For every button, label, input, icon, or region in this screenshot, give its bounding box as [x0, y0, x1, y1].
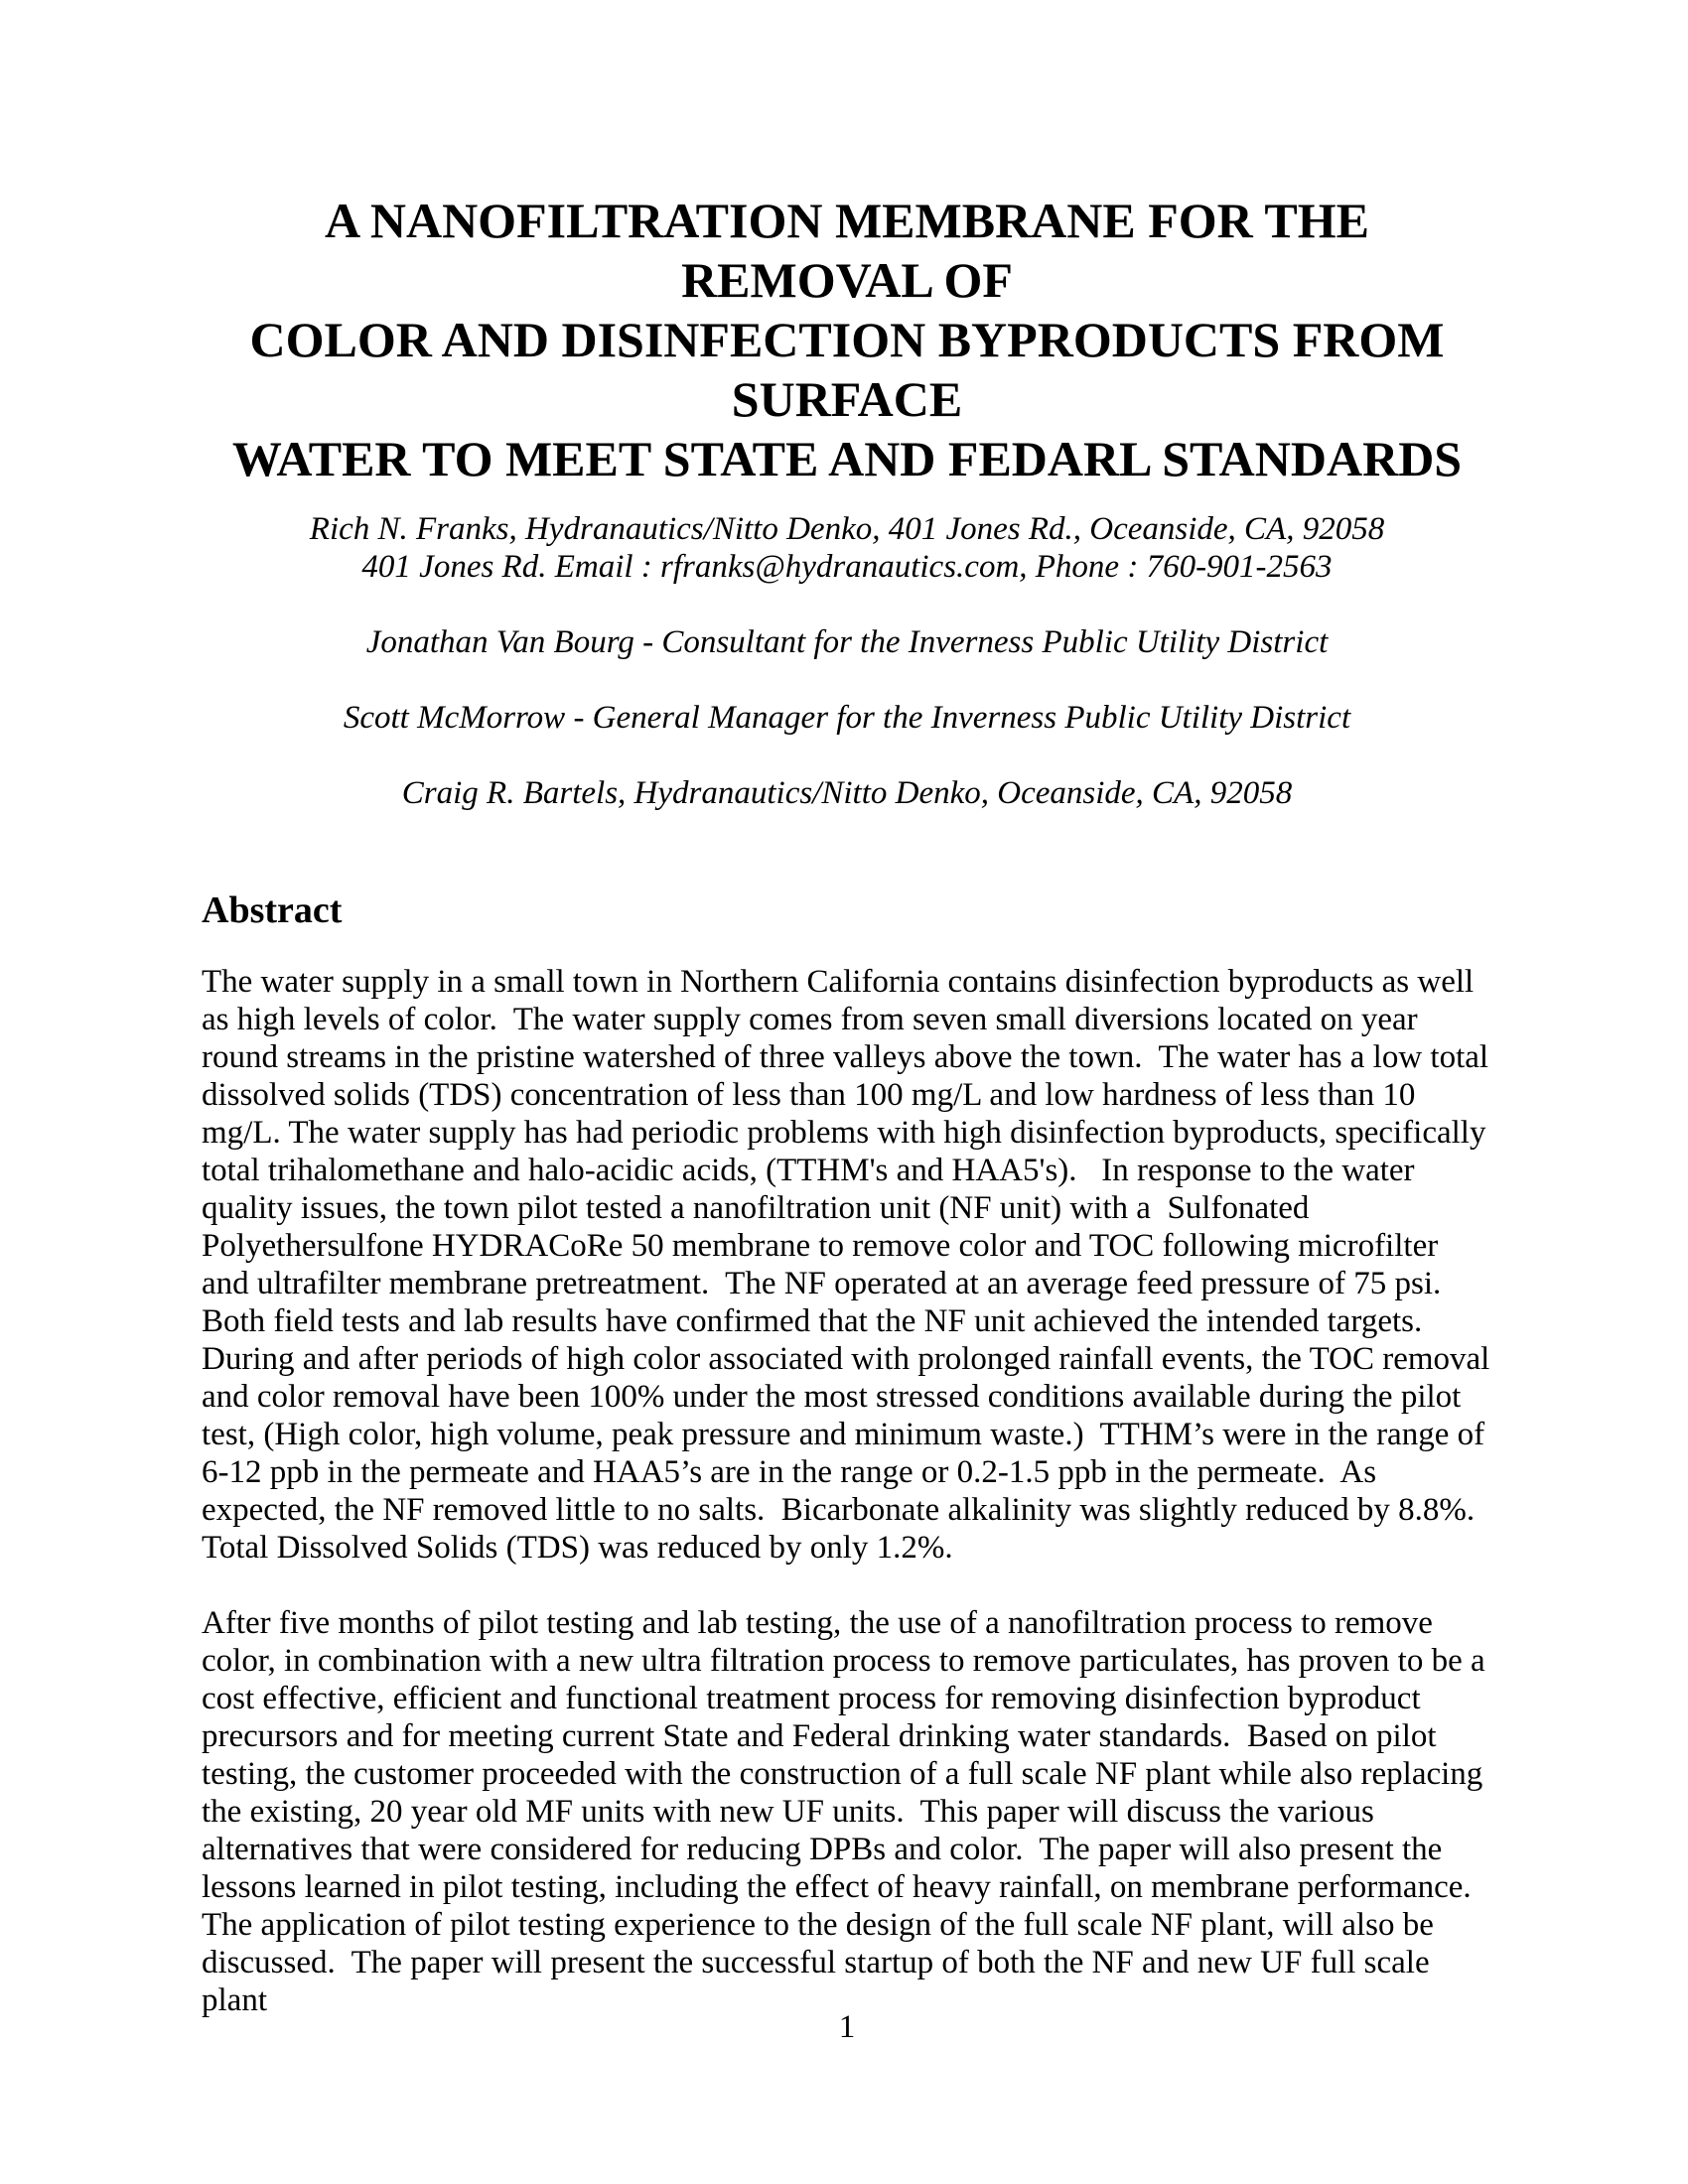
paper-title-line-1: A NANOFILTRATION MEMBRANE FOR THE REMOVAL OF	[325, 193, 1369, 308]
paper-title	[202, 191, 1492, 488]
author-block-van-bourg	[202, 623, 1492, 661]
abstract-paragraph-2: After five months of pilot testing and lab testing, the use of a nanofiltration process to remove color, in combination with a new ultra filtration process to remove particulates, has proven to be a cost effective, efficient and functional treatment process for removing disinfection byproduct precursors and for meeting current State and Federal drinking water standards. Based on pilot testing, the customer proceeded with the construction of a full scale NF plant while also replacing the existing, 20 year old MF units with new UF units. This paper will discuss the various alternatives that were considered for reducing DPBs and color. The paper will also present the lessons learned in pilot testing, including the effect of heavy rainfall, on membrane performance. The application of pilot testing experience to the design of the full scale NF plant, will also be discussed. The paper will present the successful startup of both the NF and new UF full scale plant	[202, 1605, 1493, 2018]
author-contact-line: 401 Jones Rd. Email : rfranks@hydranautics.com, Phone : 760-901-2563	[361, 549, 1333, 585]
author-list	[202, 510, 1492, 812]
abstract-paragraph-1: The water supply in a small town in Northern California contains disinfection byproducts as well as high levels of color. The water supply comes from seven small diversions located on year round streams in the pristine watershed of three valleys above the town. The water has a low total dissolved solids (TDS) concentration of less than 100 mg/L and low hardness of less than 10 mg/L. The water supply has had periodic problems with high disinfection byproducts, specifically total trihalomethane and halo-acidic acids, (TTHM's and HAA5's). In response to the water quality issues, the town pilot tested a nanofiltration unit (NF unit) with a Sulfonated Polyethersulfone HYDRACoRe 50 membrane to remove color and TOC following microfilter and ultrafilter membrane pretreatment. The NF operated at an average feed pressure of 75 psi. Both field tests and lab results have confirmed that the NF unit achieved the intended targets. During and after periods of high color associated with prolonged rainfall events, the TOC removal and color removal have been 100% under the most stressed conditions available during the pilot test, (High color, high volume, peak pressure and minimum waste.) TTHM’s were in the range of 6-12 ppb in the permeate and HAA5’s are in the range or 0.2-1.5 ppb in the permeate. As expected, the NF removed little to no salts. Bicarbonate alkalinity was slightly reduced by 8.8%. Total Dissolved Solids (TDS) was reduced by only 1.2%.	[202, 964, 1498, 1566]
paper-content	[202, 0, 1498, 2019]
author-line: Craig R. Bartels, Hydranautics/Nitto Denko, Oceanside, CA, 92058	[401, 775, 1293, 811]
author-line: Jonathan Van Bourg - Consultant for the Inverness Public Utility District	[365, 624, 1329, 660]
paper-title-line-3: WATER TO MEET STATE AND FEDARL STANDARDS	[231, 431, 1463, 486]
author-block-franks	[202, 510, 1492, 586]
paper-title-line-2: COLOR AND DISINFECTION BYPRODUCTS FROM SURFACE	[249, 312, 1445, 427]
author-line: Scott McMorrow - General Manager for the Inverness Public Utility District	[343, 700, 1351, 736]
abstract-heading: Abstract	[202, 889, 343, 931]
author-block-bartels	[202, 774, 1492, 812]
author-line: Rich N. Franks, Hydranautics/Nitto Denko, 401 Jones Rd., Oceanside, CA, 92058	[309, 511, 1385, 547]
page-number: 1	[838, 2009, 856, 2045]
author-block-mcmorrow	[202, 699, 1492, 737]
